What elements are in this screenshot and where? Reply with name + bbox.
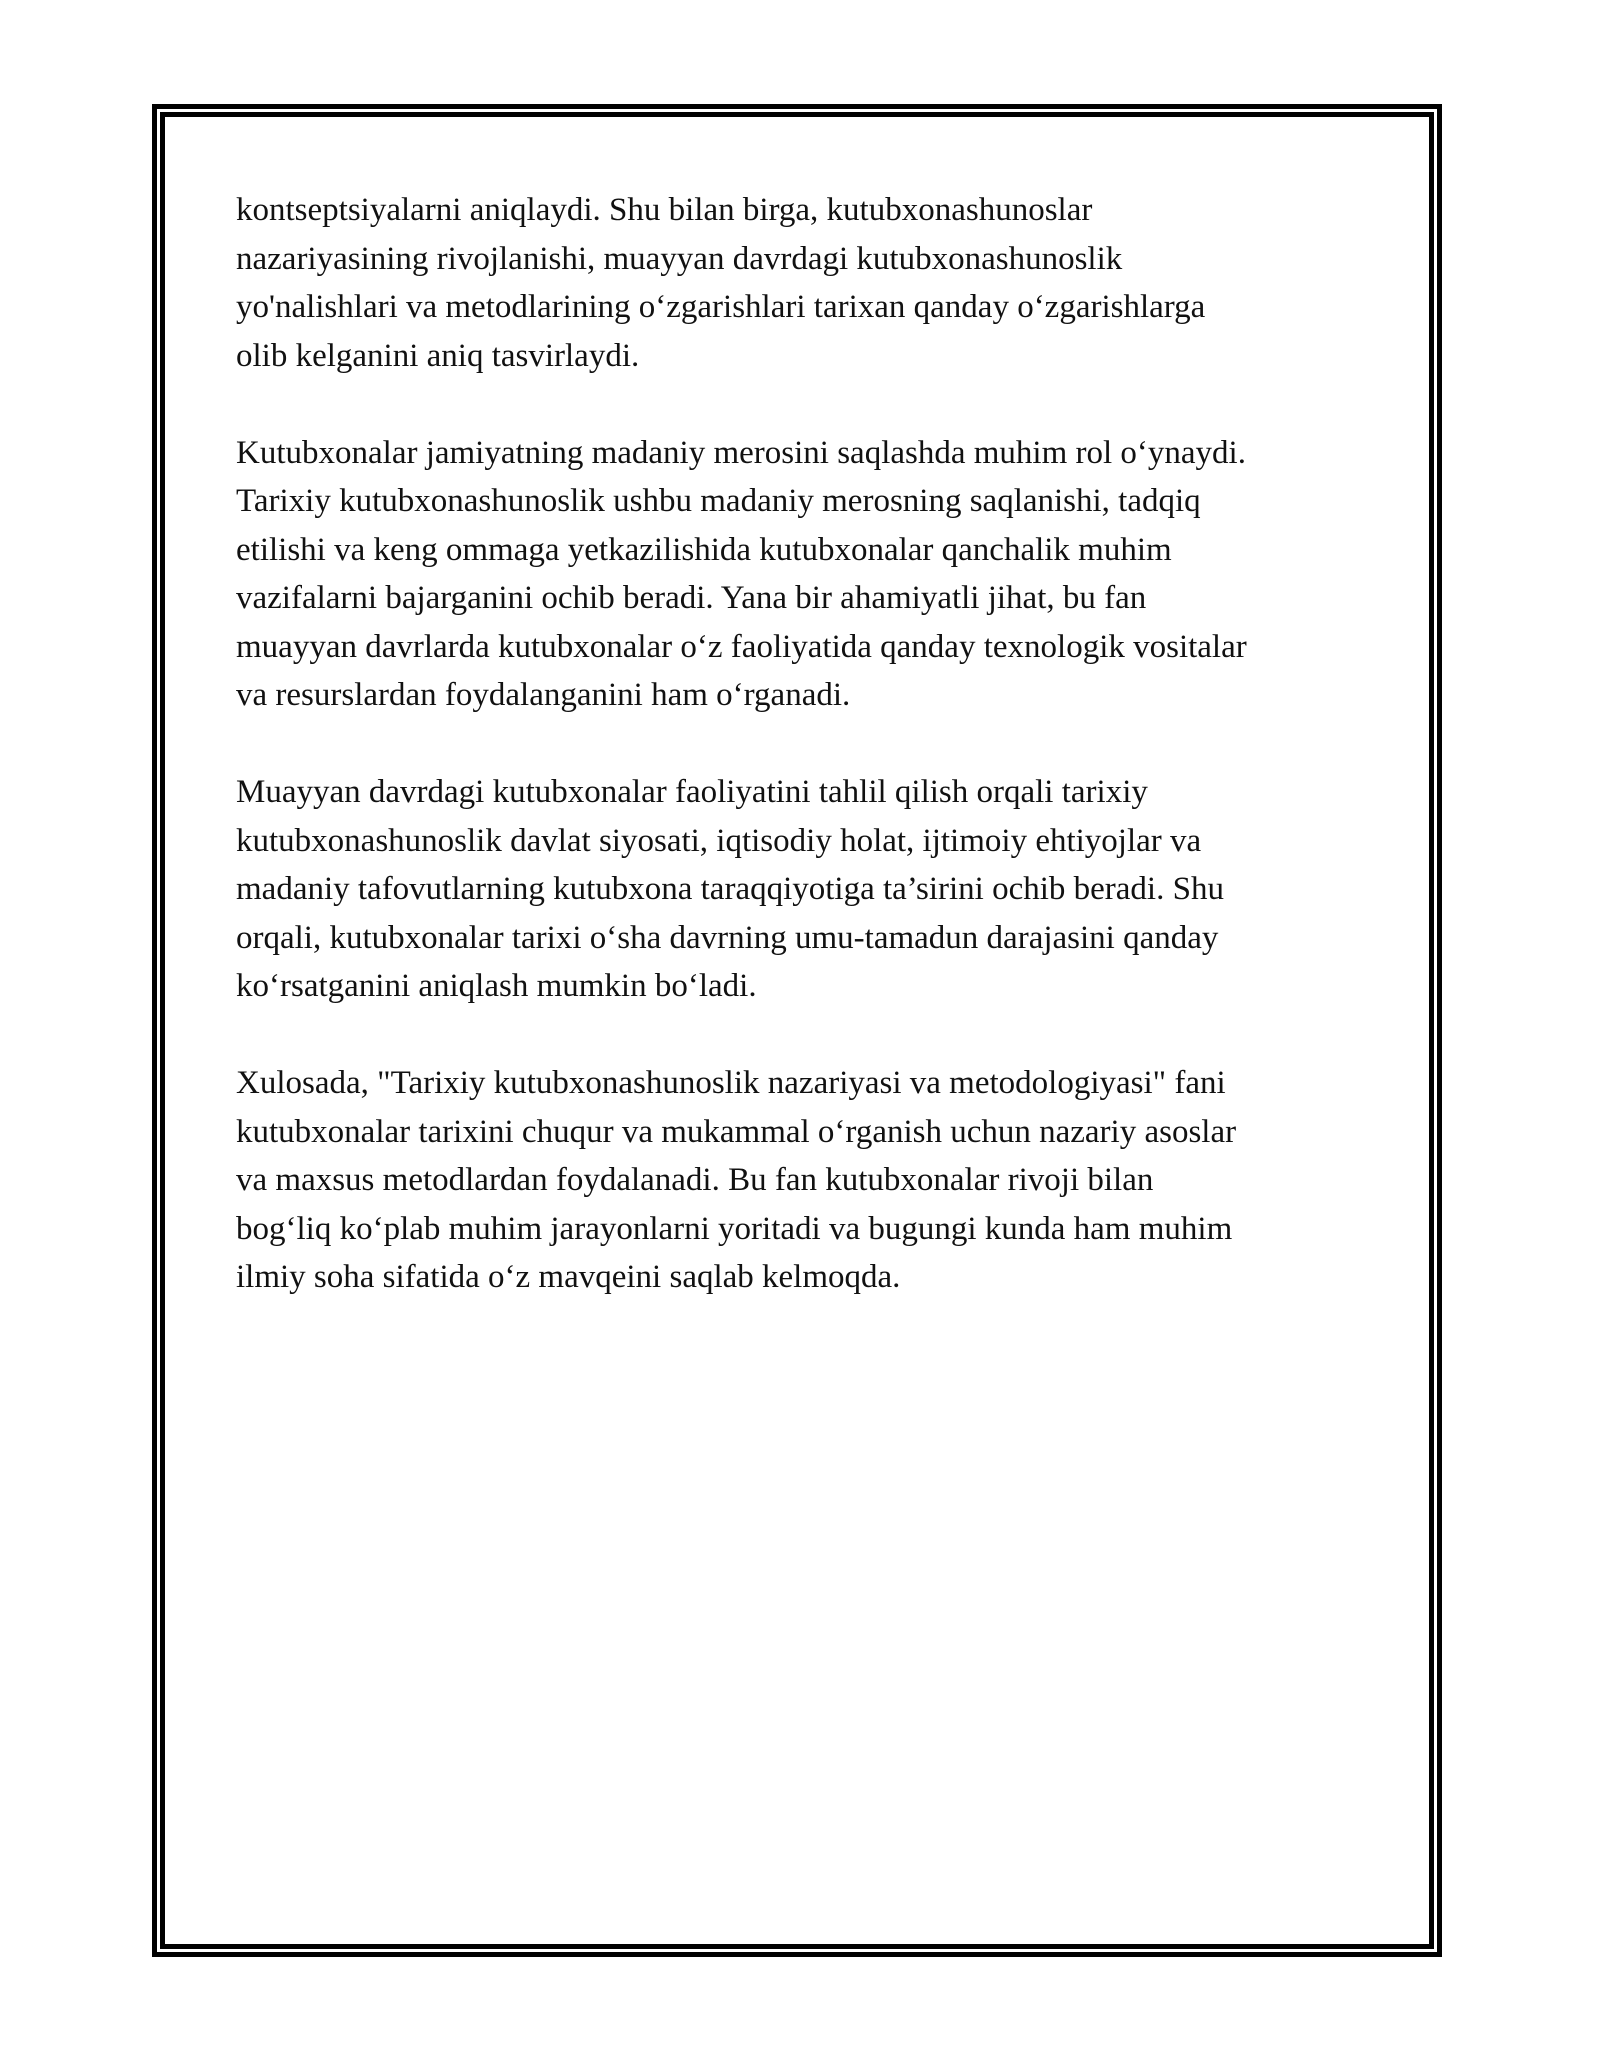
paragraph-1 xyxy=(236,186,1366,380)
text-line: Kutubxonalar jamiyatning madaniy merosini saqlashda muhim rol o‘ynaydi. xyxy=(236,434,1246,471)
text-line: kutubxonalar tarixini chuqur va mukammal o‘rganish uchun nazariy asoslar xyxy=(236,1113,1237,1150)
text-line: va maxsus metodlardan foydalanadi. Bu fan kutubxonalar rivoji bilan xyxy=(236,1162,1154,1198)
text-line: orqali, kutubxonalar tarixi o‘sha davrning umu-tamadun darajasini qanday xyxy=(236,919,1219,956)
text-line: madaniy tafovutlarning kutubxona taraqqiyotiga ta’sirini ochib beradi. Shu xyxy=(236,871,1224,907)
text-line: bog‘liq ko‘plab muhim jarayonlarni yoritadi va bugungi kunda ham muhim xyxy=(236,1210,1233,1247)
text-line: olib kelganini aniq tasvirlaydi. xyxy=(236,337,640,374)
text-line: kutubxonashunoslik davlat siyosati, iqtisodiy holat, ijtimoiy ehtiyojlar va xyxy=(236,822,1202,859)
text-line: yo'nalishlari va metodlarining o‘zgarishlari tarixan qanday o‘zgarishlarga xyxy=(236,289,1206,325)
text-line: ilmiy soha sifatida o‘z mavqeini saqlab kelmoqda. xyxy=(236,1259,901,1295)
text-line: muayyan davrlarda kutubxonalar o‘z faoliyatida qanday texnologik vositalar xyxy=(236,628,1247,665)
text-line: nazariyasining rivojlanishi, muayyan davrdagi kutubxonashunoslik xyxy=(236,240,1123,277)
text-line: vazifalarni bajarganini ochib beradi. Yana bir ahamiyatli jihat, bu fan xyxy=(236,580,1147,616)
text-line: etilishi va keng ommaga yetkazilishida kutubxonalar qanchalik muhim xyxy=(236,531,1172,568)
document-body xyxy=(236,186,1366,1350)
text-line: kontseptsiyalarni aniqlaydi. Shu bilan birga, kutubxonashunoslar xyxy=(236,192,1093,228)
paragraph-4 xyxy=(236,1059,1366,1302)
text-line: ko‘rsatganini aniqlash mumkin bo‘ladi. xyxy=(236,968,757,1004)
text-line: Tarixiy kutubxonashunoslik ushbu madaniy merosning saqlanishi, tadqiq xyxy=(236,483,1201,519)
paragraph-3 xyxy=(236,768,1366,1011)
text-line: Xulosada, "Tarixiy kutubxonashunoslik nazariyasi va metodologiyasi" fani xyxy=(236,1065,1226,1101)
text-line: Muayyan davrdagi kutubxonalar faoliyatini tahlil qilish orqali tarixiy xyxy=(236,774,1148,810)
text-line: va resurslardan foydalanganini ham o‘rganadi. xyxy=(236,677,851,713)
paragraph-2 xyxy=(236,429,1366,720)
